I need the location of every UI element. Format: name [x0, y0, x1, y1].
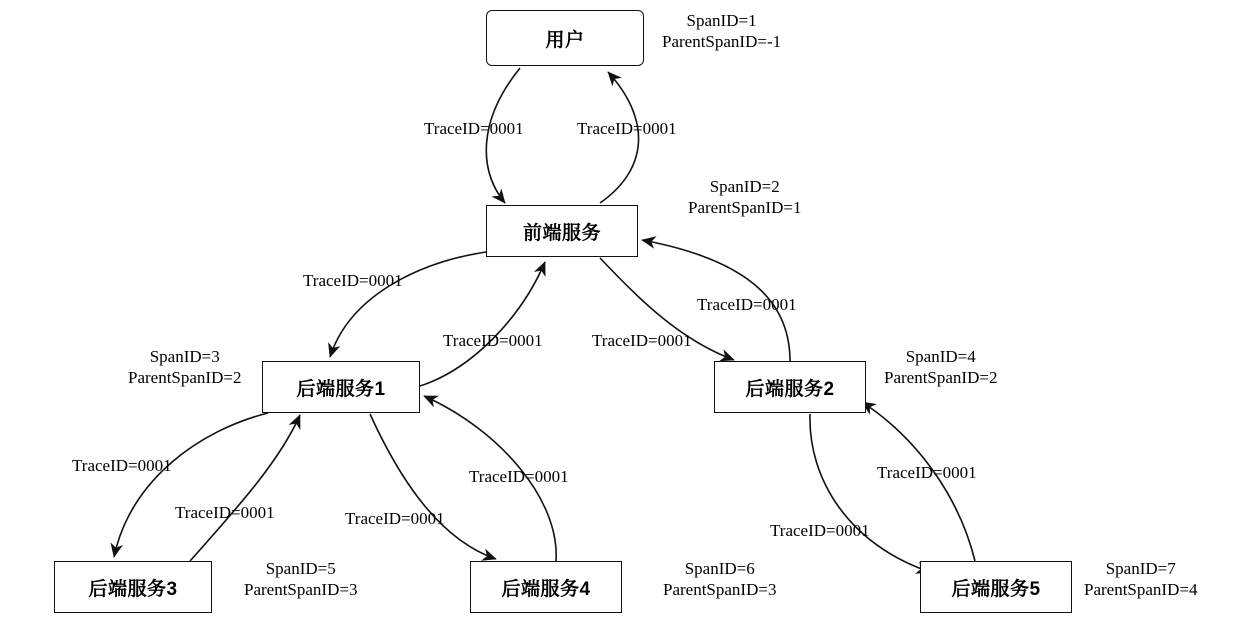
span-annotation-backend-4-line-2: ParentSpanID=3: [663, 580, 777, 600]
span-annotation-frontend-line-1: SpanID=2: [709, 177, 780, 196]
span-annotation-backend-4-line-1: SpanID=6: [684, 559, 755, 578]
span-annotation-user: [662, 10, 781, 53]
span-annotation-backend-5-line-1: SpanID=7: [1105, 559, 1176, 578]
node-backend-5-label: 后端服务5: [951, 578, 1041, 600]
span-annotation-backend-3-line-1: SpanID=5: [265, 559, 336, 578]
span-annotation-backend-1: [128, 346, 241, 389]
edge-label-frontend-to-backend-2: TraceID=0001: [592, 331, 692, 350]
span-annotation-backend-4: [663, 558, 776, 601]
node-user-label: 用户: [545, 29, 585, 51]
node-backend-2-label: 后端服务2: [745, 378, 835, 400]
edge-label-backend-3-to-backend-1: TraceID=0001: [175, 503, 275, 522]
node-backend-5[interactable]: [920, 561, 1072, 613]
edge-label-user-to-frontend: TraceID=0001: [424, 119, 524, 138]
span-annotation-user-line-2: ParentSpanID=-1: [662, 32, 782, 52]
span-annotation-backend-2-line-2: ParentSpanID=2: [884, 368, 998, 388]
node-backend-1[interactable]: [262, 361, 420, 413]
edge-label-backend-1-to-backend-4: TraceID=0001: [345, 509, 445, 528]
span-annotation-user-line-1: SpanID=1: [686, 11, 757, 30]
span-annotation-backend-5: [1084, 558, 1197, 601]
span-annotation-backend-2-line-1: SpanID=4: [905, 347, 976, 366]
span-annotation-backend-1-line-1: SpanID=3: [149, 347, 220, 366]
node-backend-3-label: 后端服务3: [88, 578, 178, 600]
edge-backend2-to-backend5: [810, 414, 930, 572]
span-annotation-backend-3-line-2: ParentSpanID=3: [244, 580, 358, 600]
edge-backend1-to-backend3: [114, 413, 268, 557]
edge-label-backend-1-to-frontend: TraceID=0001: [443, 331, 543, 350]
span-annotation-frontend-line-2: ParentSpanID=1: [688, 198, 802, 218]
node-user[interactable]: [486, 10, 644, 66]
span-annotation-backend-5-line-2: ParentSpanID=4: [1084, 580, 1198, 600]
node-backend-4[interactable]: [470, 561, 622, 613]
span-annotation-backend-3: [244, 558, 357, 601]
span-annotation-backend-1-line-2: ParentSpanID=2: [128, 368, 242, 388]
node-backend-3[interactable]: [54, 561, 212, 613]
edge-label-backend-5-to-backend-2: TraceID=0001: [770, 521, 870, 540]
span-annotation-frontend: [688, 176, 801, 219]
node-backend-4-label: 后端服务4: [501, 578, 591, 600]
edge-label-frontend-to-backend-1: TraceID=0001: [303, 271, 403, 290]
edge-backend1-to-frontend: [420, 262, 545, 386]
node-backend-1-label: 后端服务1: [296, 378, 386, 400]
edge-label-backend-4-to-backend-1: TraceID=0001: [469, 467, 569, 486]
span-annotation-backend-2: [884, 346, 997, 389]
edge-label-backend-1-to-backend-3: TraceID=0001: [72, 456, 172, 475]
node-frontend-label: 前端服务: [522, 222, 601, 244]
node-backend-2[interactable]: [714, 361, 866, 413]
edge-label-frontend-to-user: TraceID=0001: [577, 119, 677, 138]
edge-label-backend-2-to-backend-5: TraceID=0001: [877, 463, 977, 482]
node-frontend[interactable]: [486, 205, 638, 257]
edge-label-backend-2-to-frontend: TraceID=0001: [697, 295, 797, 314]
